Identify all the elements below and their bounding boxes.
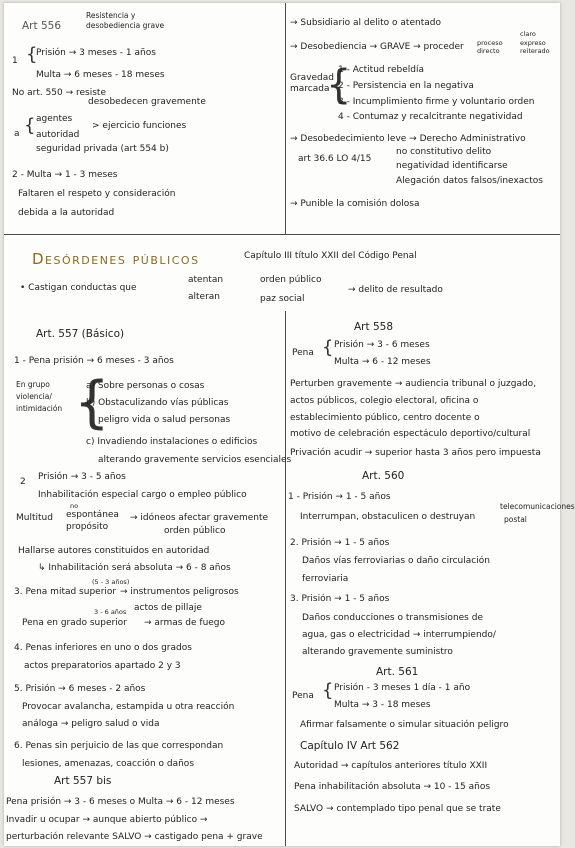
art557bis-title: Art 557 bis [54,775,112,787]
art560-n2b: Daños vías ferroviarias o daño circulación [302,556,490,566]
art562-pena: Pena inhabilitación absoluta → 10 - 15 años [294,782,491,792]
gravedad-item-4: 4 - Contumaz y recalcitrante negatividad [338,112,523,122]
art557-n2a: Prisión → 3 - 5 años [38,472,126,482]
art556-n1: 1 [12,56,18,66]
art557-b: b) Obstaculizando vías públicas [86,398,229,408]
art36-item-1: no constitutivo delito [396,147,492,157]
desordenes-paz: paz social [260,294,305,304]
art557-n4b: actos preparatorios apartado 2 y 3 [24,661,181,671]
art557-multitud: Multitud [16,513,53,523]
art557-idonea: → idóneos afectar gravemente [130,513,269,523]
art556-a-label: a [14,129,20,139]
desordenes-castigan: • Castigan conductas que [20,283,137,293]
art556-faltaren: Faltaren el respeto y consideración [18,189,176,199]
art557-espontanea: espontánea [66,510,119,520]
claro-opt-expreso: expreso [520,39,546,47]
column-divider-top [285,3,286,235]
art556-n2: 2 - Multa → 1 - 3 meses [12,170,118,180]
art560-n3: 3. Prisión → 1 - 5 años [290,594,390,604]
art557-hallarse: Hallarse autores constituidos en autoridad [18,546,210,556]
art561-pena: Pena [292,691,314,701]
art560-n3b: Daños conducciones o transmisiones de [302,613,483,623]
art557-grupo-3: intimidación [16,404,63,413]
art557-no: no [70,502,79,510]
gravedad-label-2: marcada [290,84,330,94]
art36-item-3: Alegación datos falsos/inexactos [396,176,543,186]
art562-aut: Autoridad → capítulos anteriores título XXII [294,761,488,771]
art560-n1b: Interrumpan, obstaculicen o destruyan [300,512,476,522]
art557-proposito: propósito [66,522,109,532]
art556-subtitle-2: desobediencia grave [86,21,165,30]
art560-title: Art. 560 [362,470,405,482]
desordenes-orden: orden público [260,275,322,285]
art557-grado: Pena en grado superior [22,618,127,628]
art556-ejercicio: > ejercicio funciones [92,121,187,131]
brace-icon: { [326,62,352,108]
art560-n1: 1 - Prisión → 1 - 5 años [288,492,391,502]
art556-desob-grave: desobedecen gravemente [88,97,206,107]
art557-n6b: lesiones, amenazas, coacción o daños [22,759,195,769]
art557-grado-b: → armas de fuego [144,618,226,628]
art556-debida: debida a la autoridad [18,208,115,218]
art558-l3: establecimiento público, centro docente o [290,413,480,423]
gravedad-item-2: 2 - Persistencia en la negativa [338,81,474,91]
art557-n3: 3. Pena mitad superior [14,587,117,597]
brace-icon: { [74,370,110,435]
art560-tele: telecomunicaciones [500,502,575,511]
art560-n3c: agua, gas o electricidad → interrumpiendo/ [302,630,496,640]
art557-grupo-1: En grupo [16,380,50,389]
art561-afirmar: Afirmar falsamente o simular situación peligro [300,720,509,730]
art557-n1: 1 - Pena prisión → 6 meses - 3 años [14,356,174,366]
desordenes-capitulo: Capítulo III título XXII del Código Penal [244,251,417,261]
art557-n3a: → instrumentos peligrosos [120,587,239,597]
art560-postal: postal [504,515,527,524]
art562-salvo: SALVO → contemplado tipo penal que se trate [294,804,501,814]
art557-n2: 2 [20,477,26,487]
brace-icon: { [322,680,334,701]
claro-opt-reiterado: reiterado [520,47,550,55]
proceder-opt-proceso: proceso [477,39,503,47]
brace-icon: { [26,44,38,65]
gravedad-label-1: Gravedad [290,73,334,83]
art557-c2: alterando gravemente servicios esenciales [98,455,292,465]
art556-autoridad: autoridad [36,130,80,140]
brace-icon: { [24,115,36,136]
desobedecimiento-leve: → Desobedecimiento leve → Derecho Administrativo [290,134,526,144]
art557-title: Art. 557 (Básico) [36,328,125,340]
art556-title: Art 556 [22,20,61,32]
desordenes-atentan: atentan [188,275,224,285]
art558-pena: Pena [292,348,314,358]
section-divider [4,234,560,235]
art557-n2b: Inhabilitación especial cargo o empleo público [38,490,247,500]
art558-multa: Multa → 6 - 12 meses [334,357,431,367]
art556-seguridad: seguridad privada (art 554 b) [36,144,169,154]
subsidiario-line: → Subsidiario al delito o atentado [290,18,441,28]
column-divider-bottom [285,311,286,846]
art561-title: Art. 561 [376,666,419,678]
claro-opt-claro: claro [520,30,536,38]
desordenes-title: Desórdenes públicos [32,250,200,268]
art560-n2: 2. Prisión → 1 - 5 años [290,538,390,548]
art557-grado-years: 3 - 6 años [94,608,127,616]
art556-prision: Prisión → 3 meses - 1 años [36,48,156,58]
art561-prision: Prisión - 3 meses 1 día - 1 año [334,683,471,693]
art556-noart: No art. 550 → resiste [12,88,106,98]
art560-n3d: alterando gravemente suministro [302,647,453,657]
art557-n3b: actos de pillaje [134,603,202,613]
art561-multa: Multa → 3 - 18 meses [334,700,431,710]
desordenes-alteran: alteran [188,292,221,302]
art560-n2c: ferroviaria [302,574,349,584]
desordenes-delito: → delito de resultado [348,285,443,295]
art557-n5: 5. Prisión → 6 meses - 2 años [14,684,146,694]
punible-line: → Punible la comisión dolosa [290,199,420,209]
art557-n5b: Provocar avalancha, estampida u otra reacción [22,702,235,712]
desobediencia-line: → Desobediencia → GRAVE → proceder [290,42,464,52]
art557bis-pena: Pena prisión → 3 - 6 meses o Multa → 6 - 12 meses [6,797,235,807]
art557-b2: peligro vida o salud personas [98,415,231,425]
art558-title: Art 558 [354,321,393,333]
art557-idonea2: orden público [164,526,226,536]
gravedad-item-1: 1 - Actitud rebeldía [338,65,424,75]
art557bis-perturb: perturbación relevante SALVO → castigado pena + grave [6,832,263,842]
art36-item-2: negatividad identificarse [396,161,508,171]
art558-l4: motivo de celebración espectáculo deportivo/cultural [290,429,531,439]
art557bis-invadir: Invadir u ocupar → aunque abierto público → [6,815,208,825]
art557-n5c: análoga → peligro salud o vida [22,719,160,729]
art557-n4: 4. Penas inferiores en uno o dos grados [14,643,192,653]
art556-agentes: agentes [36,114,73,124]
art557-inhab: ↳ Inhabilitación será absoluta → 6 - 8 años [38,563,231,573]
art556-multa: Multa → 6 meses - 18 meses [36,70,165,80]
art558-prision: Prisión → 3 - 6 meses [334,340,430,350]
gravedad-item-3: 3 - Incumplimiento firme y voluntario orden [338,97,535,107]
art558-l5: Privación acudir → superior hasta 3 años pero impuesta [290,448,541,458]
proceder-opt-directo: directo [477,47,500,55]
art36-label: art 36.6 LO 4/15 [298,154,372,164]
art558-l1: Perturben gravemente → audiencia tribunal o juzgado, [290,379,537,389]
art556-subtitle-1: Resistencia y [86,11,136,20]
brace-icon: { [322,337,334,358]
art558-l2: actos públicos, colegio electoral, oficina o [290,396,479,406]
art557-a: a) Sobre personas o cosas [86,381,205,391]
art562-title: Capítulo IV Art 562 [300,740,400,752]
art557-n6: 6. Penas sin perjuicio de las que correspondan [14,741,224,751]
notes-page [4,3,575,846]
art557-n3-years: (5 - 3 años) [92,578,130,586]
art557-c: c) Invadiendo instalaciones o edificios [86,437,258,447]
art557-grupo-2: violencia/ [16,392,52,401]
